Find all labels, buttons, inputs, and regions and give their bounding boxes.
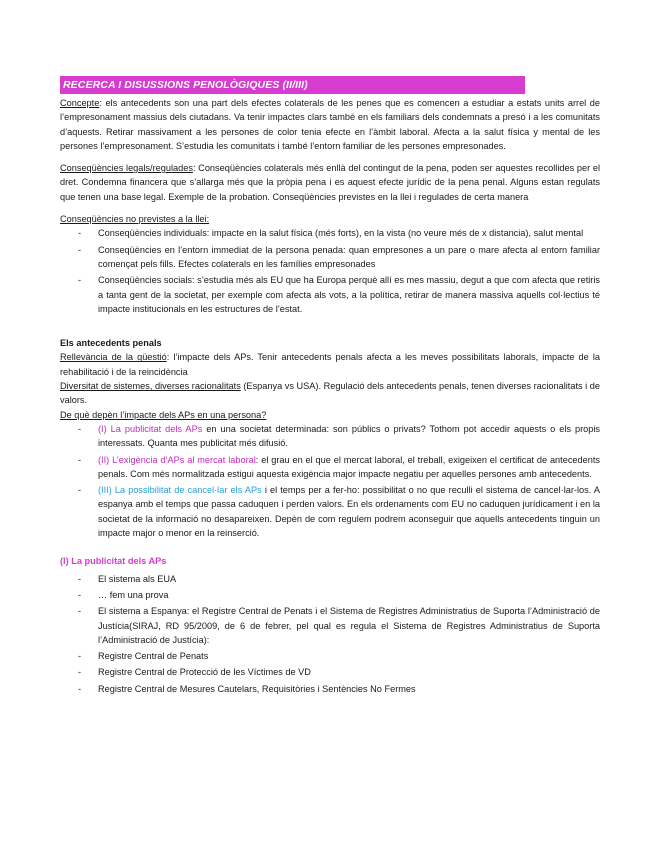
item-lead: (III) La possibilitat de cancel·lar els APs bbox=[98, 485, 262, 496]
list-item: - … fem una prova bbox=[60, 588, 600, 602]
publicitat-title: (I) La publicitat dels APs bbox=[60, 556, 167, 567]
list-item: - El sistema a Espanya: el Registre Central de Penats i el Sistema de Registres Administratius de Suporta l’Administració de Justícia(SIRAJ, RD 95/2009, de 6 de febrer, pel qual es regula el Sistema de Registres Administratius de Suporta l’Administració de Justícia): bbox=[60, 604, 600, 647]
concepte-paragraph bbox=[60, 96, 600, 153]
list-item: - Registre Central de Mesures Cautelars, Requisitòries i Sentències No Fermes bbox=[60, 682, 600, 696]
rellevancia-text: : l’impacte dels APs. Tenir antecedents penals afecta a les meves possibilitats laborals, impacte de la rehabilitació i de la reincidència bbox=[60, 352, 600, 377]
list-item: - El sistema als EUA bbox=[60, 572, 600, 586]
no-previstes-label: Conseqüències no previstes a la llei: bbox=[60, 214, 210, 225]
item-text: : el grau en el que el mercat laboral, el treball, exigeixen el certificat de antecedents penals. Com més normalitzada estigui aquesta exigència major impacte negatiu per aquelles persones amb antecedents. bbox=[98, 454, 601, 479]
section-banner: RECERCA I DISUSSIONS PENOLÒGIQUES (II/III) bbox=[60, 76, 525, 94]
item-text: en una societat determinada: son públics o privats? Tothom pot accedir aquests o els propis interessats. Quanta mes publicitat més difusió. bbox=[98, 423, 600, 449]
rellevancia-paragraph bbox=[60, 350, 600, 379]
consequencies-paragraph bbox=[60, 161, 600, 204]
consequencies-label: Conseqüències legals/regulades bbox=[60, 163, 193, 174]
concepte-label: Concepte bbox=[60, 98, 100, 108]
antecedents-heading: Els antecedents penals bbox=[60, 338, 162, 349]
list-item: - Registre Central de Penats bbox=[60, 649, 600, 663]
list-item: - Conseqüències individuals: impacte en la salut física (més forts), en la vista (no veure més de x distancia), salut mental bbox=[60, 226, 600, 240]
item-lead: (I) La publicitat dels APs bbox=[98, 423, 203, 434]
item-text: i el temps per a fer-ho: possibilitat o no que reculli el sistema de cancel·lar-los. A espanya amb el temps que passa caduquen i perden valors. En els ordenaments com EU no caduquen jurídicament i en la societat de la informació no desapareixen. Depèn de com regulem podrem aconseguir que aquells antecedents tinguin un impacte major o menor en la reinserció. bbox=[98, 485, 601, 539]
depen-question: De què depèn l’impacte dels APs en una persona? bbox=[60, 409, 267, 420]
diversitat-paragraph bbox=[60, 379, 600, 408]
document-page bbox=[60, 76, 600, 698]
list-item bbox=[60, 483, 600, 540]
consequencies-text: : Conseqüències colaterals més enllà del contingut de la pena, poden ser aquestes recollides per el dret. Condemna financera que s’allarga més que la pròpia pena i es aquest efecte jurídic de la pena penal. Alguns estan regulats que tenen una base legal. Exemple de la probation. Conseqüències previstes en la llei i regulades de certa manera bbox=[60, 163, 600, 202]
depen-list bbox=[60, 422, 600, 540]
list-item bbox=[60, 453, 600, 482]
item-lead: (II) L’exigència d’APs al mercat laboral bbox=[98, 454, 256, 465]
concepte-text: : els antecedents son una part dels efectes colaterals de les penes que es comencen a estudiar a estats units arrel de l’empresonament massius dels ciutadans. Va tenir impactes clars també en els familiars dels condemnats a presó i a les comunitats d’aquests. Retirar massivament a les persones de color tenia efecte en l’àmbit laboral. Afecta a la salut física y mental de les persones l’empresonament. S’estudia les comunitats i també l’entorn familiar de les persones empresonades. bbox=[60, 98, 600, 151]
diversitat-text: (Espanya vs USA). Regulació dels antecedents penals, tenen diverses racionalitats i de valors. bbox=[60, 381, 600, 406]
rellevancia-label: Rellevància de la qüestió bbox=[60, 352, 167, 363]
list-item: - Conseqüències socials: s’estudia més als EU que ha Europa perquè allí es mes massiu, degut a que com afecta que retiris a tanta gent de la societat, per exemple com afecta als vots, a la política, retirar de manera massiva aquells col·lectius té impacte institucionals en les estructures de l’estat. bbox=[60, 273, 600, 316]
list-item: - Registre Central de Protecció de les Víctimes de VD bbox=[60, 665, 600, 679]
no-previstes-list bbox=[60, 226, 600, 316]
publicitat-list bbox=[60, 572, 600, 696]
list-item bbox=[60, 422, 600, 451]
diversitat-label: Diversitat de sistemes, diverses racionalitats bbox=[60, 381, 241, 392]
list-item: - Conseqüències en l’entorn immediat de la persona penada: quan empresones a un pare o mare afecta al entorn familiar començat pels fills. Efectes colaterals en les famílies empresonades bbox=[60, 243, 600, 272]
